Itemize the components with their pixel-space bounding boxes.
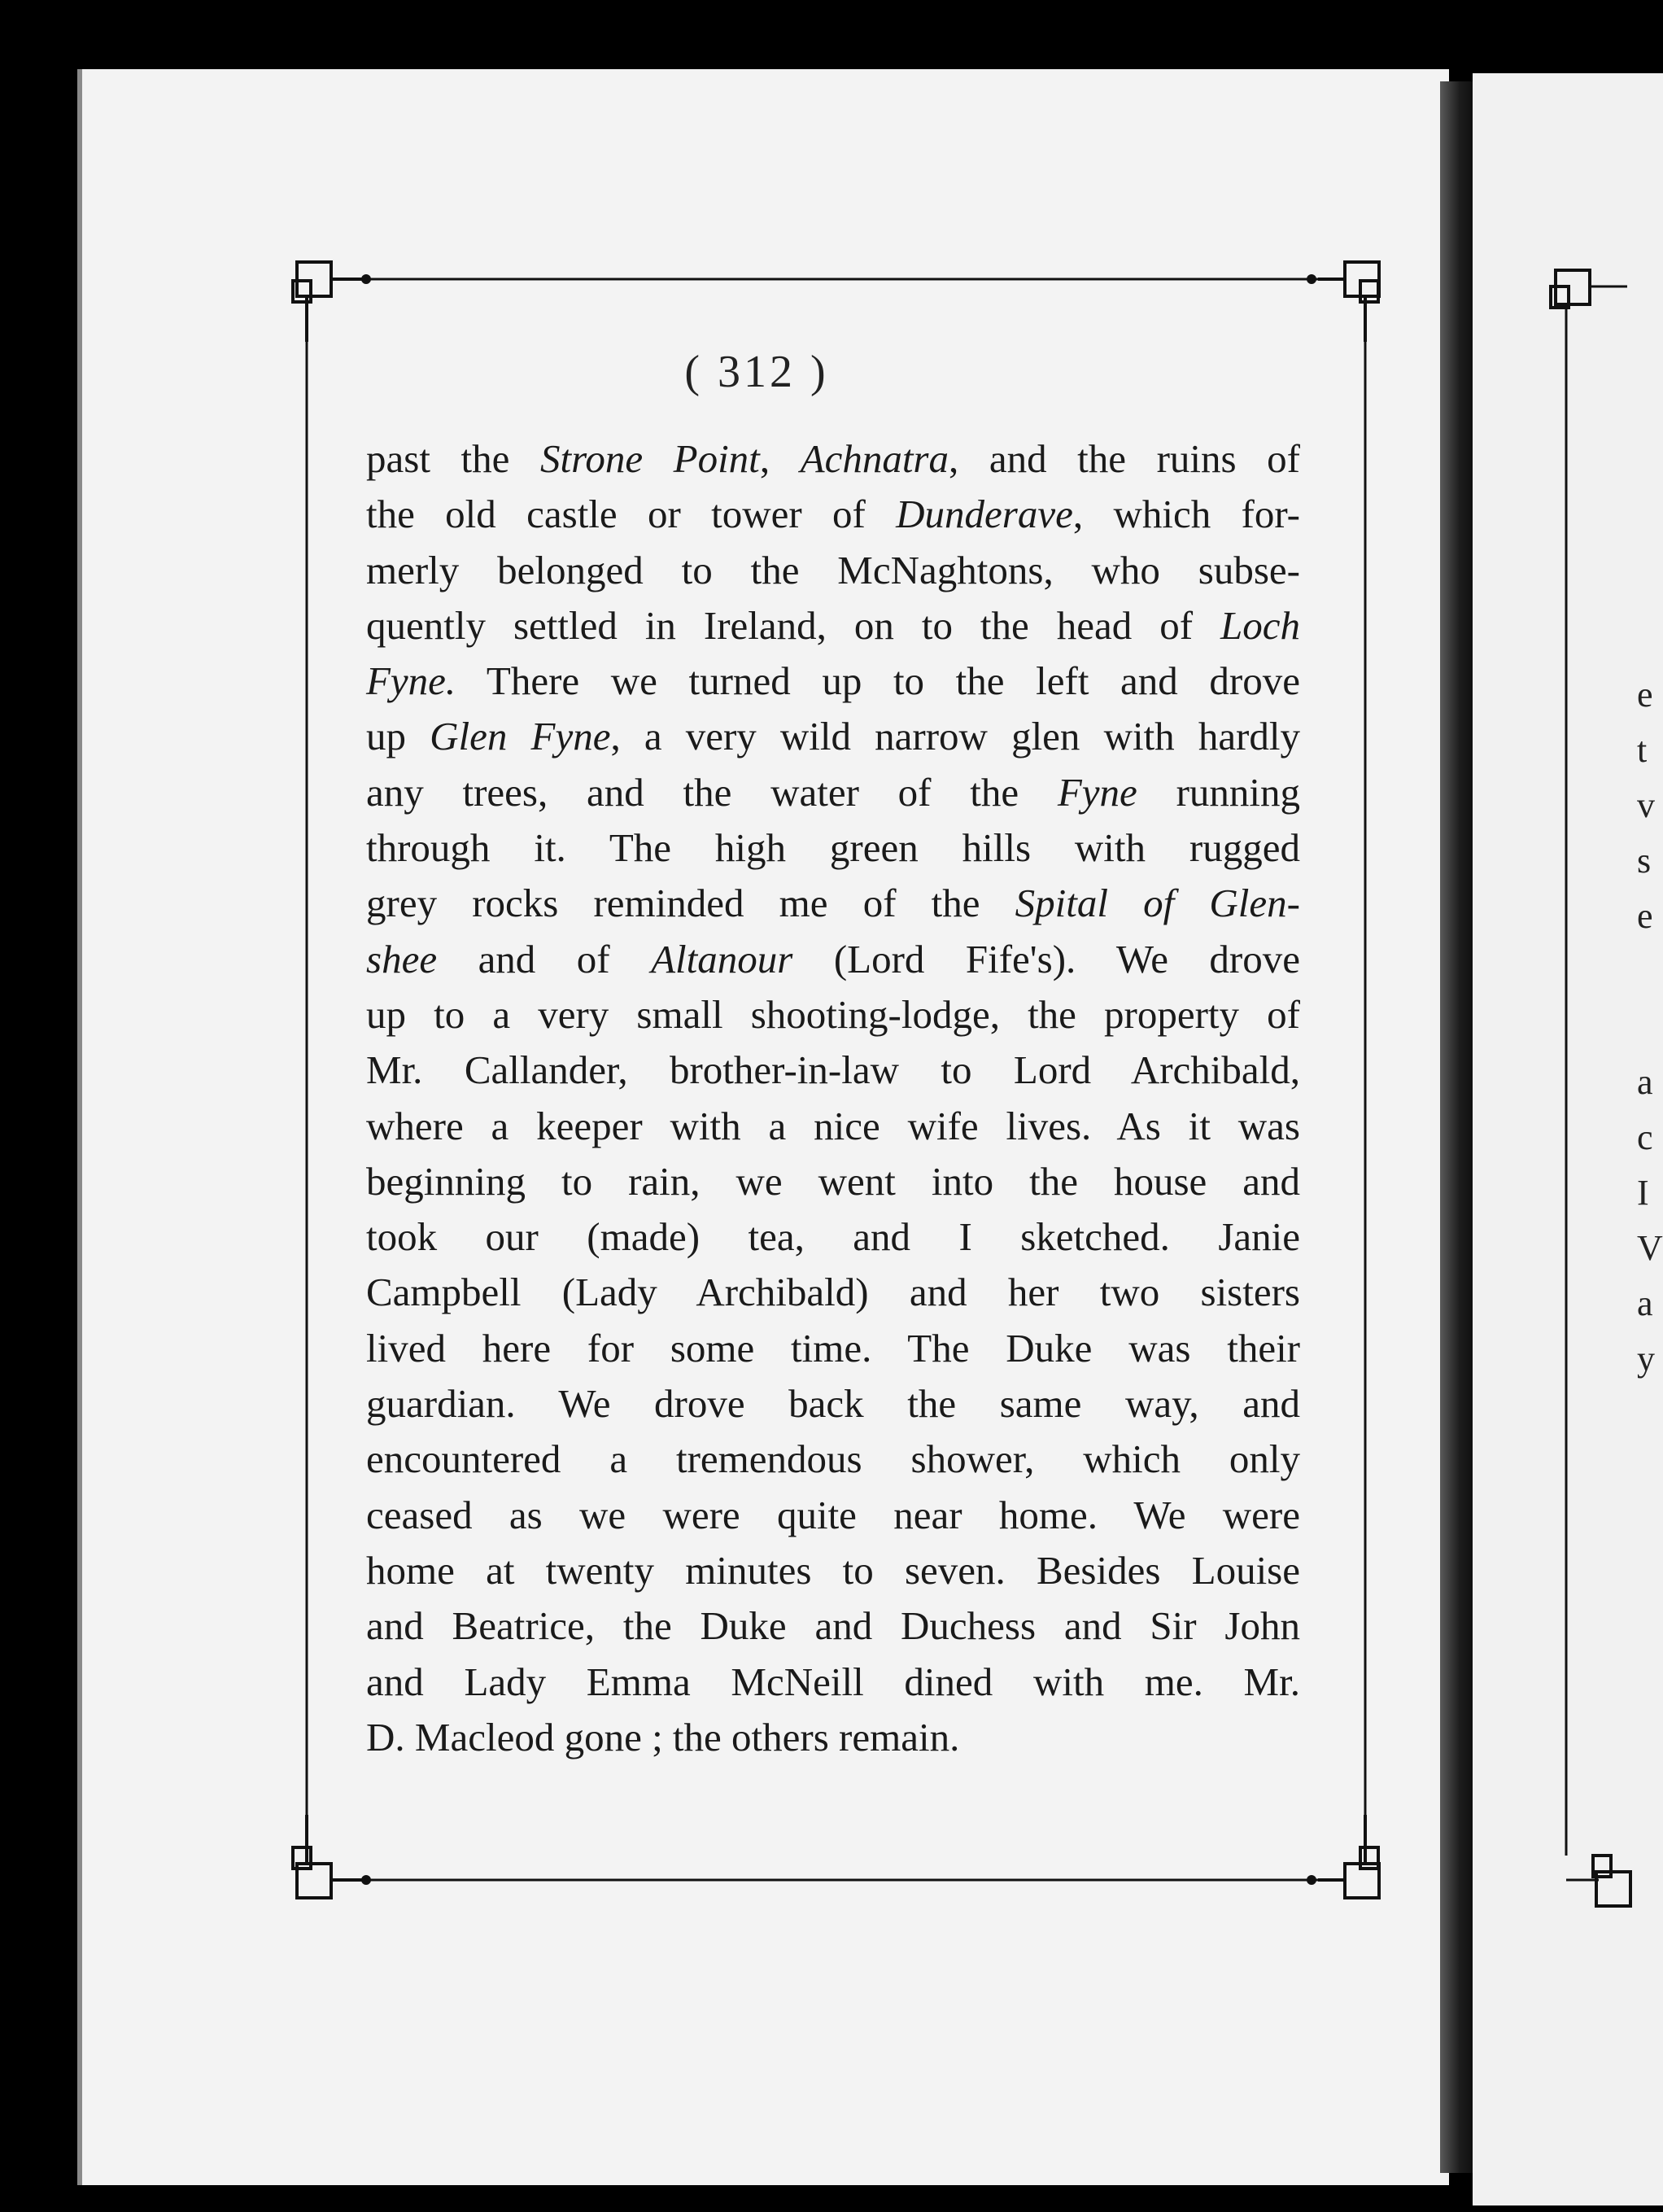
text-line bbox=[366, 1043, 1300, 1098]
text-segment: guardian. We drove back the same way, and bbox=[366, 1381, 1300, 1427]
text-line bbox=[366, 1265, 1300, 1320]
facing-letter: a bbox=[1637, 1062, 1653, 1102]
text-segment: There we turned up to the left and drove bbox=[456, 658, 1300, 704]
facing-letter: e bbox=[1637, 896, 1653, 936]
text-segment: took our (made) tea, and I sketched. Janie bbox=[366, 1214, 1300, 1260]
italic-text: Fyne bbox=[1057, 769, 1137, 815]
text-line bbox=[366, 1154, 1300, 1209]
corner-ornament-bottom-left bbox=[293, 1815, 369, 1898]
text-line bbox=[366, 1598, 1300, 1654]
text-line bbox=[366, 1488, 1300, 1543]
text-line bbox=[366, 1432, 1300, 1487]
text-segment: and Beatrice, the Duke and Duchess and Sir John bbox=[366, 1603, 1300, 1649]
corner-ornament-bottom-right bbox=[1308, 1815, 1379, 1898]
facing-letter bbox=[1637, 999, 1663, 1055]
text-segment: , bbox=[759, 436, 801, 481]
italic-text: Strone Point bbox=[539, 436, 760, 481]
text-line bbox=[366, 709, 1300, 764]
text-segment: the old castle or tower of bbox=[366, 492, 897, 537]
body-text bbox=[366, 431, 1300, 1765]
text-line bbox=[366, 1655, 1300, 1710]
text-line bbox=[366, 1543, 1300, 1598]
italic-text: Fyne. bbox=[366, 658, 456, 704]
italic-text: Glen Fyne bbox=[430, 714, 611, 759]
text-segment: ceased as we were quite near home. We were bbox=[366, 1492, 1300, 1537]
text-line bbox=[366, 1209, 1300, 1265]
text-segment: D. Macleod gone ; the others remain. bbox=[366, 1714, 960, 1760]
text-line bbox=[366, 654, 1300, 709]
text-line bbox=[366, 1099, 1300, 1154]
italic-text: Dunderave bbox=[896, 492, 1073, 537]
facing-letter: v bbox=[1637, 785, 1655, 825]
text-line bbox=[366, 598, 1300, 654]
text-segment: any trees, and the water of the bbox=[366, 769, 1058, 815]
text-line bbox=[366, 876, 1300, 931]
text-line bbox=[366, 1321, 1300, 1376]
facing-page-frame bbox=[1551, 270, 1630, 1906]
facing-letter: e bbox=[1637, 675, 1653, 715]
text-segment: beginning to rain, we went into the house and bbox=[366, 1158, 1300, 1204]
italic-text: Loch bbox=[1220, 602, 1300, 648]
text-line bbox=[366, 487, 1300, 542]
italic-text: Spital of Glen- bbox=[1015, 881, 1300, 926]
text-segment: and of bbox=[437, 936, 652, 981]
facing-page-letters bbox=[1637, 667, 1663, 1387]
text-line bbox=[366, 820, 1300, 876]
page-number: ( 312 ) bbox=[684, 347, 829, 397]
corner-ornament-top-right bbox=[1308, 262, 1379, 342]
text-segment: where a keeper with a nice wife lives. As it was bbox=[366, 1103, 1300, 1148]
text-segment: running bbox=[1137, 769, 1300, 815]
corner-ornament-top-left bbox=[293, 262, 369, 342]
text-segment: , a very wild narrow glen with hardly bbox=[610, 714, 1300, 759]
text-segment: quently settled in Ireland, on to the head of bbox=[366, 602, 1220, 648]
facing-letter: c bbox=[1637, 1117, 1653, 1157]
facing-letter: V bbox=[1637, 1228, 1663, 1268]
text-line bbox=[366, 987, 1300, 1043]
text-segment: , which for- bbox=[1072, 492, 1300, 537]
text-line bbox=[366, 932, 1300, 987]
facing-letter: s bbox=[1637, 841, 1652, 881]
text-line bbox=[366, 765, 1300, 820]
text-segment: Mr. Callander, brother-in-law to Lord Archibald, bbox=[366, 1047, 1300, 1093]
facing-letter: I bbox=[1637, 1173, 1649, 1213]
italic-text: Altanour bbox=[651, 936, 793, 981]
text-line bbox=[366, 543, 1300, 598]
text-segment: grey rocks reminded me of the bbox=[366, 881, 1015, 926]
text-segment: encountered a tremendous shower, which only bbox=[366, 1436, 1300, 1482]
text-line bbox=[366, 1710, 1300, 1765]
text-line bbox=[366, 431, 1300, 487]
text-segment: home at twenty minutes to seven. Besides Louise bbox=[366, 1547, 1300, 1593]
text-segment: up bbox=[366, 714, 430, 759]
text-segment: and Lady Emma McNeill dined with me. Mr. bbox=[366, 1659, 1300, 1704]
text-segment: up to a very small shooting-lodge, the property of bbox=[366, 991, 1300, 1037]
text-segment: past the bbox=[366, 436, 540, 481]
facing-letter: y bbox=[1637, 1339, 1655, 1379]
facing-letter: t bbox=[1637, 730, 1648, 770]
italic-text: Achnatra bbox=[800, 436, 949, 481]
text-line bbox=[366, 1376, 1300, 1432]
text-segment: lived here for some time. The Duke was their bbox=[366, 1325, 1300, 1370]
facing-letter: a bbox=[1637, 1283, 1653, 1323]
italic-text: shee bbox=[366, 936, 438, 981]
text-segment: , and the ruins of bbox=[949, 436, 1300, 481]
text-segment: merly belonged to the McNaghtons, who subse- bbox=[366, 547, 1300, 592]
text-segment: Campbell (Lady Archibald) and her two sisters bbox=[366, 1270, 1300, 1315]
text-segment: through it. The high green hills with rugged bbox=[366, 825, 1300, 871]
facing-letter bbox=[1637, 944, 1663, 999]
text-segment: (Lord Fife's). We drove bbox=[792, 936, 1300, 981]
